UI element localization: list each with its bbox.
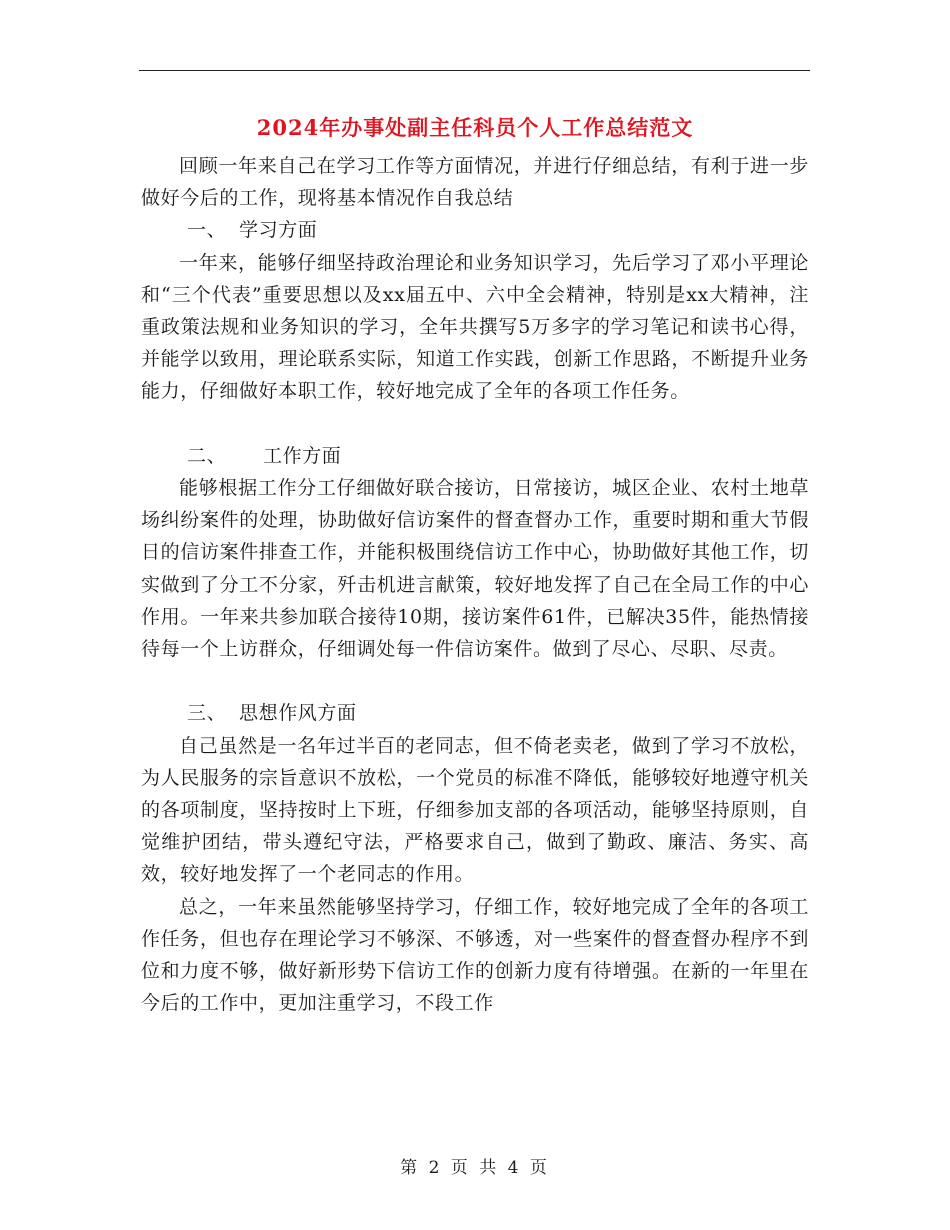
header-rule [139,70,810,71]
section-heading-1 [141,214,809,246]
section-title: 工作方面 [263,444,342,467]
section-title: 学习方面 [239,219,318,242]
section-heading-2 [141,440,809,472]
section-body-2: 能够根据工作分工仔细做好联合接访，日常接访，城区企业、农村土地草场纠纷案件的处理，协助做好信访案件的督查督办工作，重要时期和重大节假日的信访案件排查工作，并能积极围绕信访工作中心，协助做好其他工作，切实做到了分工不分家，歼击机进言献策，较好地发挥了自己在全局工作的中心作用。一年来共参加联合接待10期，接访案件61件，已解决35件，能热情接待每一个上访群众，仔细调处每一件信访案件。做到了尽心、尽职、尽责。 [141,477,809,661]
spacer [141,408,809,440]
section-heading-3 [141,697,809,729]
document-title: 2024年办事处副主任科员个人工作总结范文 [256,115,694,140]
page-footer: 第 2 页 共 4 页 [400,1158,550,1178]
intro-paragraph: 回顾一年来自己在学习工作等方面情况，并进行仔细总结，有利于进一步做好今后的工作，现将基本情况作自我总结 [141,155,809,210]
section-body-1: 一年来，能够仔细坚持政治理论和业务知识学习，先后学习了邓小平理论和“三个代表”重要思想以及xx届五中、六中全会精神，特别是xx大精神，注重政策法规和业务知识的学习，全年共撰写5万多字的学习笔记和读书心得，并能学以致用，理论联系实际，知道工作实践，创新工作思路，不断提升业务能力，仔细做好本职工作，较好地完成了全年的各项工作任务。 [141,251,809,403]
section-body-3: 自己虽然是一名年过半百的老同志，但不倚老卖老，做到了学习不放松，为人民服务的宗旨意识不放松，一个党员的标准不降低，能够较好地遵守机关的各项制度，坚持按时上下班，仔细参加支部的各项活动，能够坚持原则，自觉维护团结，带头遵纪守法，严格要求自己，做到了勤政、廉洁、务实、高效，较好地发挥了一个老同志的作用。 [141,734,809,886]
section-title: 思想作风方面 [239,702,357,725]
section-number: 三、 [187,702,227,725]
spacer [141,665,809,697]
section-number: 二、 [187,444,227,467]
conclusion-paragraph: 总之，一年来虽然能够坚持学习，仔细工作，较好地完成了全年的各项工作任务，但也存在理论学习不够深、不够透，对一些案件的督查督办程序不到位和力度不够，做好新形势下信访工作的创新力度有待增强。在新的一年里在今后的工作中，更加注重学习，不段工作 [141,895,809,1015]
section-number: 一、 [187,219,227,242]
document-body [141,150,809,1019]
